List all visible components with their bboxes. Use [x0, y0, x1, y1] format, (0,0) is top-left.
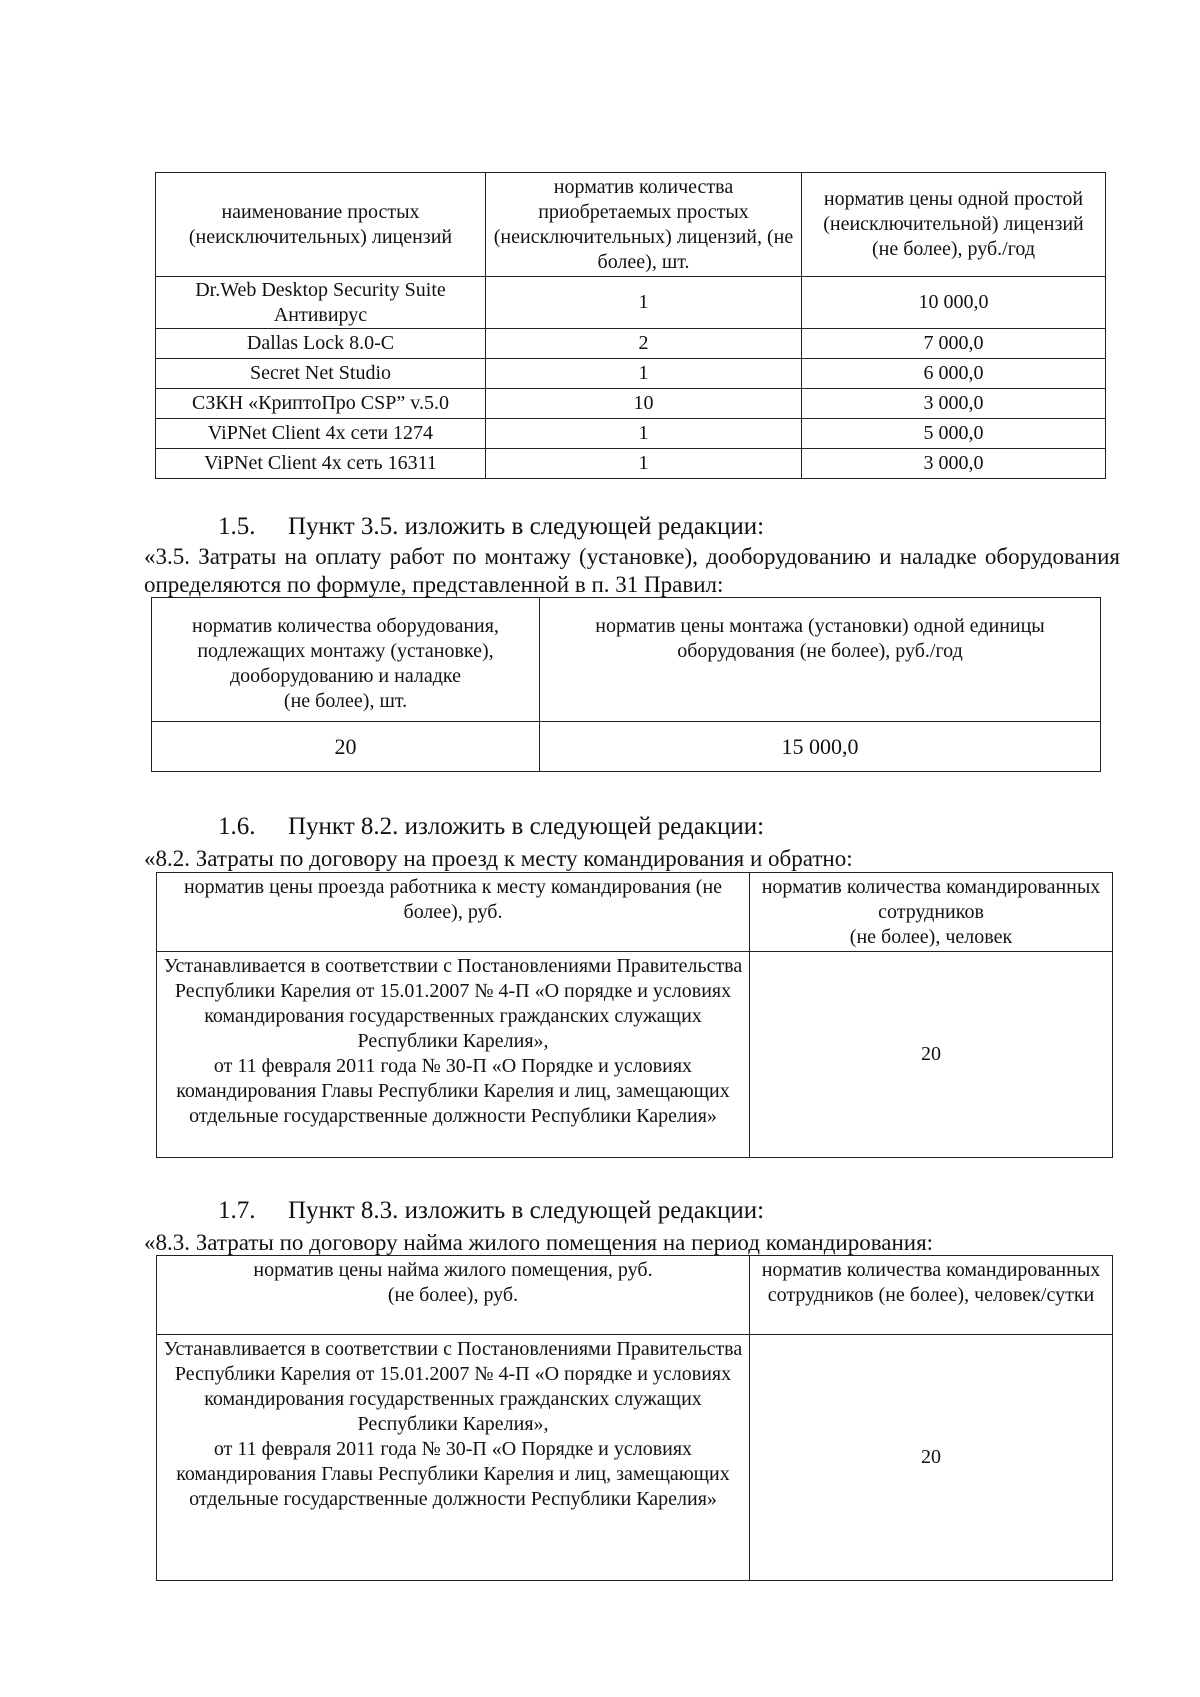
- table-row: [156, 277, 1106, 329]
- table-row: [156, 389, 1106, 419]
- installation-qty-header: норматив количества оборудования, подлежащих монтажу (установке), дооборудованию и наладке (не более), шт.: [152, 598, 540, 722]
- license-price: 3 000,0: [802, 389, 1106, 419]
- section-1-7-text: «8.3. Затраты по договору найма жилого помещения на период командирования:: [144, 1230, 934, 1255]
- license-name: Secret Net Studio: [156, 359, 486, 389]
- accommodation-price-value: Устанавливается в соответствии с Постановлениями Правительства Республики Карелия от 15.01.2007 № 4-П «О порядке и условиях командирования государственных гражданских служащих Республики Карелия», от 11 февраля 2011 года № 30-П «О Порядке и условиях командирования Главы Республики Карелия и лиц, замещающих отдельные государственные должности Республики Карелия»: [157, 1335, 750, 1581]
- accommodation-table-header-row: [157, 1256, 1113, 1335]
- travel-qty-value: 20: [750, 952, 1113, 1158]
- travel-qty-header: норматив количества командированных сотрудников (не более), человек: [750, 873, 1113, 952]
- travel-price-header: норматив цены проезда работника к месту командирования (не более), руб.: [157, 873, 750, 952]
- license-qty: 10: [486, 389, 802, 419]
- license-price: 3 000,0: [802, 449, 1106, 479]
- license-qty: 1: [486, 449, 802, 479]
- installation-price-value: 15 000,0: [540, 722, 1101, 772]
- accommodation-qty-header: норматив количества командированных сотрудников (не более), человек/сутки: [750, 1256, 1113, 1335]
- table-row: [152, 722, 1101, 772]
- license-qty: 2: [486, 329, 802, 359]
- accommodation-table: [156, 1255, 1113, 1581]
- license-qty: 1: [486, 277, 802, 329]
- travel-table: [156, 872, 1113, 1158]
- section-number: 1.5.: [218, 513, 256, 540]
- license-name: Dallas Lock 8.0-С: [156, 329, 486, 359]
- license-price: 7 000,0: [802, 329, 1106, 359]
- section-number: 1.7.: [218, 1197, 256, 1224]
- license-price-header: норматив цены одной простой (неисключительной) лицензий (не более), руб./год: [802, 173, 1106, 277]
- license-table: [155, 172, 1106, 479]
- license-price: 10 000,0: [802, 277, 1106, 329]
- table-row: [156, 419, 1106, 449]
- table-row: [157, 952, 1113, 1158]
- license-qty-header: норматив количества приобретаемых простых (неисключительных) лицензий, (не более), шт.: [486, 173, 802, 277]
- license-name: ViPNet Client 4x сеть 16311: [156, 449, 486, 479]
- license-name: Dr.Web Desktop Security Suite Антивирус: [156, 277, 486, 329]
- section-1-5-text: «3.5. Затраты на оплату работ по монтажу (установке), дооборудованию и наладке оборудования определяются по формуле, представленной в п. 31 Правил:: [144, 544, 1120, 597]
- license-price: 5 000,0: [802, 419, 1106, 449]
- installation-qty-value: 20: [152, 722, 540, 772]
- license-price: 6 000,0: [802, 359, 1106, 389]
- travel-table-header-row: [157, 873, 1113, 952]
- license-name-header: наименование простых (неисключительных) лицензий: [156, 173, 486, 277]
- section-1-7-heading: [218, 1196, 764, 1226]
- license-name: СЗКН «КриптоПро CSP” v.5.0: [156, 389, 486, 419]
- table-row: [156, 329, 1106, 359]
- table-row: [156, 449, 1106, 479]
- table-row: [157, 1335, 1113, 1581]
- section-title: Пункт 8.2. изложить в следующей редакции:: [288, 813, 765, 840]
- travel-price-value: Устанавливается в соответствии с Постановлениями Правительства Республики Карелия от 15.01.2007 № 4-П «О порядке и условиях командирования государственных гражданских служащих Республики Карелия», от 11 февраля 2011 года № 30-П «О Порядке и условиях командирования Главы Республики Карелия и лиц, замещающих отдельные государственные должности Республики Карелия»: [157, 952, 750, 1158]
- accommodation-qty-value: 20: [750, 1335, 1113, 1581]
- section-title: Пункт 3.5. изложить в следующей редакции:: [288, 513, 765, 540]
- accommodation-price-header: норматив цены найма жилого помещения, руб. (не более), руб.: [157, 1256, 750, 1335]
- installation-table: [151, 597, 1101, 772]
- section-number: 1.6.: [218, 813, 256, 840]
- section-1-6-text: «8.2. Затраты по договору на проезд к месту командирования и обратно:: [144, 846, 853, 871]
- section-1-5-heading: [218, 512, 764, 542]
- license-table-header-row: [156, 173, 1106, 277]
- license-qty: 1: [486, 419, 802, 449]
- license-name: ViPNet Client 4x сети 1274: [156, 419, 486, 449]
- license-qty: 1: [486, 359, 802, 389]
- installation-price-header: норматив цены монтажа (установки) одной единицы оборудования (не более), руб./год: [540, 598, 1101, 722]
- section-title: Пункт 8.3. изложить в следующей редакции:: [288, 1197, 765, 1224]
- table-row: [156, 359, 1106, 389]
- installation-table-header-row: [152, 598, 1101, 722]
- section-1-6-heading: [218, 812, 764, 842]
